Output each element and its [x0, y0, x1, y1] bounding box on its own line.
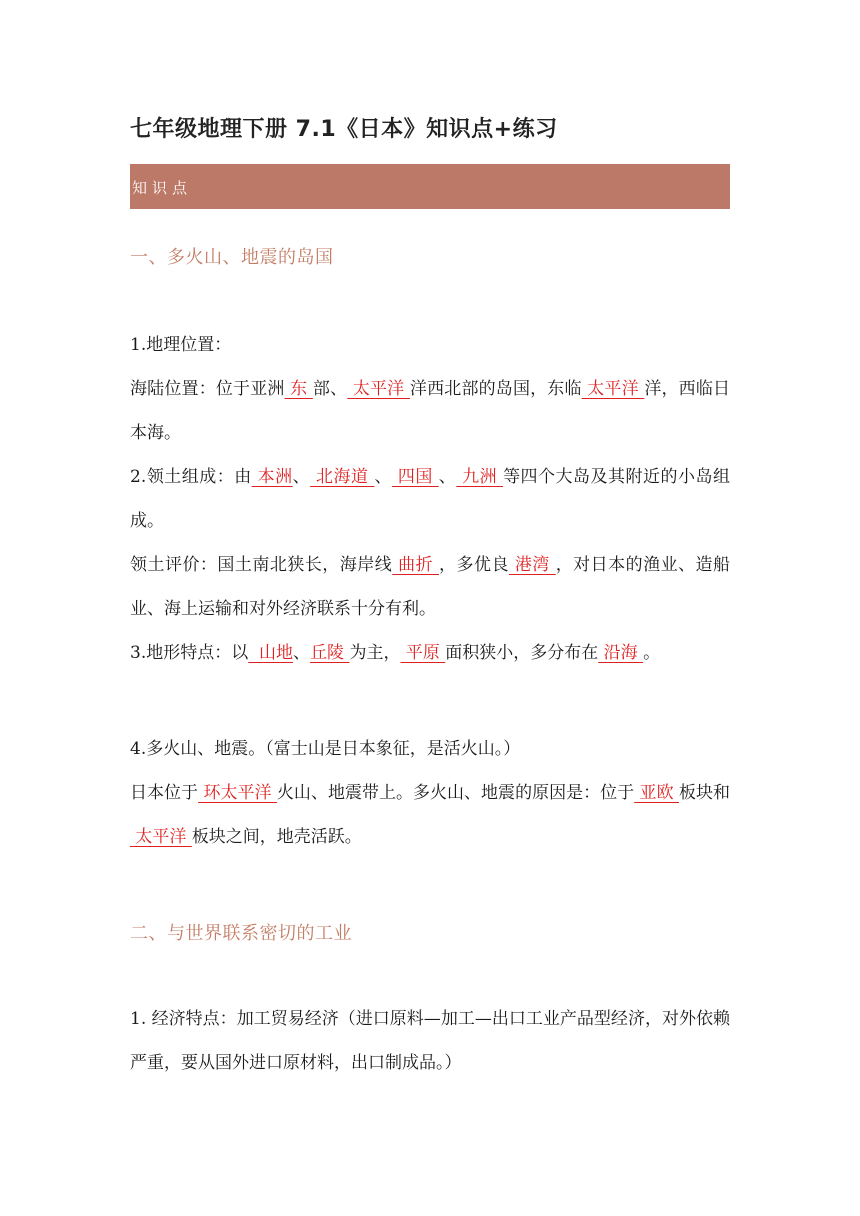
answer-blank: 九洲: [456, 467, 504, 487]
banner-label: 知识点: [132, 179, 193, 197]
answer-blank: 丘陵: [310, 643, 350, 663]
answer-blank: 太平洋: [581, 379, 645, 399]
answer-blank: 沿海: [598, 643, 644, 663]
answer-blank: 曲折: [392, 555, 439, 575]
paragraph-location-label: 1.地理位置：: [130, 335, 232, 355]
paragraph-plate-boundary: 日本位于 环太平洋 火山、地震带上。多火山、地震的原因是：位于 亚欧 板块和 太平洋 板块之间，地壳活跃。: [130, 783, 731, 847]
paragraph-economy: 1. 经济特点：加工贸易经济（进口原料—加工—出口工业产品型经济，对外依赖严重，要从国外进口原材料，出口制成品。）: [130, 1009, 730, 1073]
answer-blank: 环太平洋: [198, 783, 277, 803]
paragraph-terrain: 3.地形特点：以 山地、丘陵 为主， 平原 面积狭小，多分布在 沿海 。: [130, 643, 661, 663]
answer-blank: 东: [284, 379, 313, 399]
paragraph-territory: 2.领土组成：由 本洲、 北海道 、 四国 、 九洲 等四个大岛及其附近的小岛组成。: [130, 467, 731, 531]
paragraph-territory-evaluation: 领土评价：国土南北狭长，海岸线 曲折 ，多优良 港湾 ，对日本的渔业、造船业、海上运输和对外经济联系十分有利。: [130, 555, 731, 619]
answer-blank: 北海道: [310, 467, 375, 487]
section-heading-2: 二、与世界联系密切的工业: [130, 923, 352, 944]
section-heading-1: 一、多火山、地震的岛国: [130, 247, 334, 268]
page-title: 七年级地理下册 7.1《日本》知识点+练习: [130, 117, 558, 142]
answer-blank: 太平洋: [130, 827, 192, 847]
section-banner: [130, 164, 730, 209]
answer-blank: 亚欧: [634, 783, 679, 803]
paragraph-sea-land-position: 海陆位置：位于亚洲 东 部、 太平洋 洋西北部的岛国，东临 太平洋 洋，西临日本海。: [130, 379, 731, 443]
answer-blank: 太平洋: [347, 379, 410, 399]
paragraph-volcano: 4.多火山、地震。（富士山是日本象征，是活火山。）: [130, 739, 521, 759]
answer-blank: 本洲: [251, 467, 293, 487]
answer-blank: 平原: [400, 643, 446, 663]
answer-blank: 港湾: [508, 555, 556, 575]
answer-blank: 山地: [248, 643, 294, 663]
answer-blank: 四国: [391, 467, 439, 487]
